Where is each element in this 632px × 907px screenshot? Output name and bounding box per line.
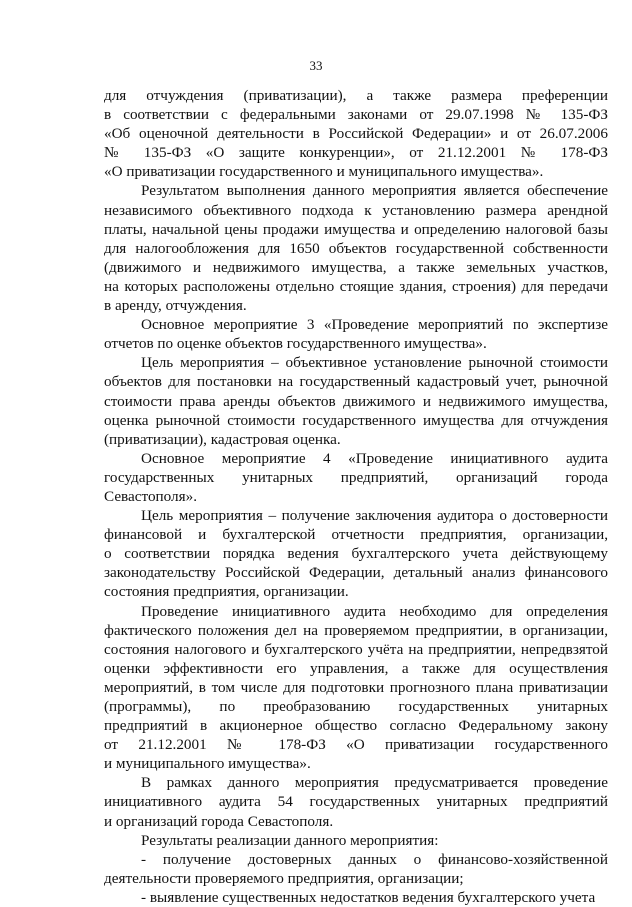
text-line: Цель мероприятия – объективное установление рыночной стоимости	[141, 354, 608, 372]
text-line: состояния предприятия, организации.	[104, 583, 349, 601]
text-line: Цель мероприятия – получение заключения аудитора о достоверности	[141, 507, 608, 525]
paragraph	[104, 602, 608, 774]
text-line: (приватизации), кадастровая оценка.	[104, 430, 341, 448]
text-line: финансовой и бухгалтерской отчетности предприятия, организации,	[104, 526, 608, 544]
text-line: «Об оценочной деятельности в Российской Федерации» и от 26.07.2006	[104, 125, 608, 143]
text-line: и муниципального имущества».	[104, 755, 311, 773]
text-line: объектов для постановки на государственный кадастровый учет, рыночной	[104, 373, 608, 391]
text-line: отчетов по оценке объектов государственного имущества».	[104, 335, 487, 353]
text-line: № 135-ФЗ «О защите конкуренции», от 21.12.2001 № 178-ФЗ	[104, 144, 608, 162]
text-line: государственных унитарных предприятий, организаций города	[104, 468, 608, 486]
text-line: от 21.12.2001 № 178-ФЗ «О приватизации государственного	[104, 736, 608, 754]
text-line: (программы), по преобразованию государственных унитарных	[104, 698, 608, 715]
paragraph	[104, 831, 608, 850]
text-line: мероприятий, в том числе для подготовки прогнозного плана приватизации	[104, 678, 608, 696]
text-line: Результаты реализации данного мероприятия:	[141, 831, 439, 849]
text-line: на которых расположены отдельно стоящие здания, строения) для передачи	[104, 277, 608, 295]
text-line: Основное мероприятие 3 «Проведение мероприятий по экспертизе	[141, 316, 608, 334]
paragraph	[104, 850, 608, 888]
text-line: стоимости права аренды объектов движимого и недвижимого имущества,	[104, 392, 608, 410]
text-line: в аренду, отчуждения.	[104, 297, 247, 315]
paragraph	[104, 449, 608, 506]
text-line: В рамках данного мероприятия предусматривается проведение	[141, 774, 608, 792]
text-line: Результатом выполнения данного мероприятия является обеспечение	[141, 182, 608, 200]
paragraph	[104, 315, 608, 353]
text-line: для отчуждения (приватизации), а также размера преференции	[104, 87, 608, 104]
paragraph	[104, 888, 608, 907]
text-line: фактического положения дел на проверяемом предприятии, в организации,	[104, 621, 608, 639]
paragraph	[104, 506, 608, 601]
document-body	[104, 86, 608, 907]
text-line: - выявление существенных недостатков ведения бухгалтерского учета	[141, 888, 596, 906]
text-line: платы, начальной цены продажи имущества и определению налоговой базы	[104, 220, 608, 238]
text-line: в соответствии с федеральными законами от 29.07.1998 № 135-ФЗ	[104, 106, 608, 124]
text-line: - получение достоверных данных о финансово-хозяйственной	[141, 850, 608, 868]
page-number: 33	[309, 58, 323, 73]
text-line: законодательству Российской Федерации, детальный анализ финансового	[104, 564, 608, 582]
text-line: инициативного аудита 54 государственных унитарных предприятий	[104, 793, 608, 811]
text-line: (движимого и недвижимого имущества, а также земельных участков,	[104, 258, 608, 276]
text-line: Основное мероприятие 4 «Проведение инициативного аудита	[141, 449, 608, 467]
text-line: Севастополя».	[104, 487, 198, 505]
text-line: Проведение инициативного аудита необходимо для определения	[141, 602, 608, 620]
text-line: оценки эффективности его управления, а также для осуществления	[104, 659, 608, 677]
text-line: состояния налогового и бухгалтерского учёта на предприятии, непредвзятой	[104, 640, 608, 658]
paragraph	[104, 86, 608, 181]
paragraph	[104, 773, 608, 830]
text-line: предприятий в акционерное общество согласно Федеральному закону	[104, 717, 608, 735]
text-line: деятельности проверяемого предприятия, организации;	[104, 869, 464, 887]
text-line: независимого объективного подхода к установлению размера арендной	[104, 201, 608, 219]
text-line: и организаций города Севастополя.	[104, 812, 334, 830]
paragraph	[104, 181, 608, 315]
text-line: о соответствии порядка ведения бухгалтерского учета действующему	[104, 545, 608, 563]
text-line: оценка рыночной стоимости государственного имущества для отчуждения	[104, 411, 608, 429]
text-line: «О приватизации государственного и муниципального имущества».	[104, 163, 544, 181]
paragraph	[104, 353, 608, 448]
text-line: для налогообложения для 1650 объектов государственной собственности	[104, 239, 608, 257]
